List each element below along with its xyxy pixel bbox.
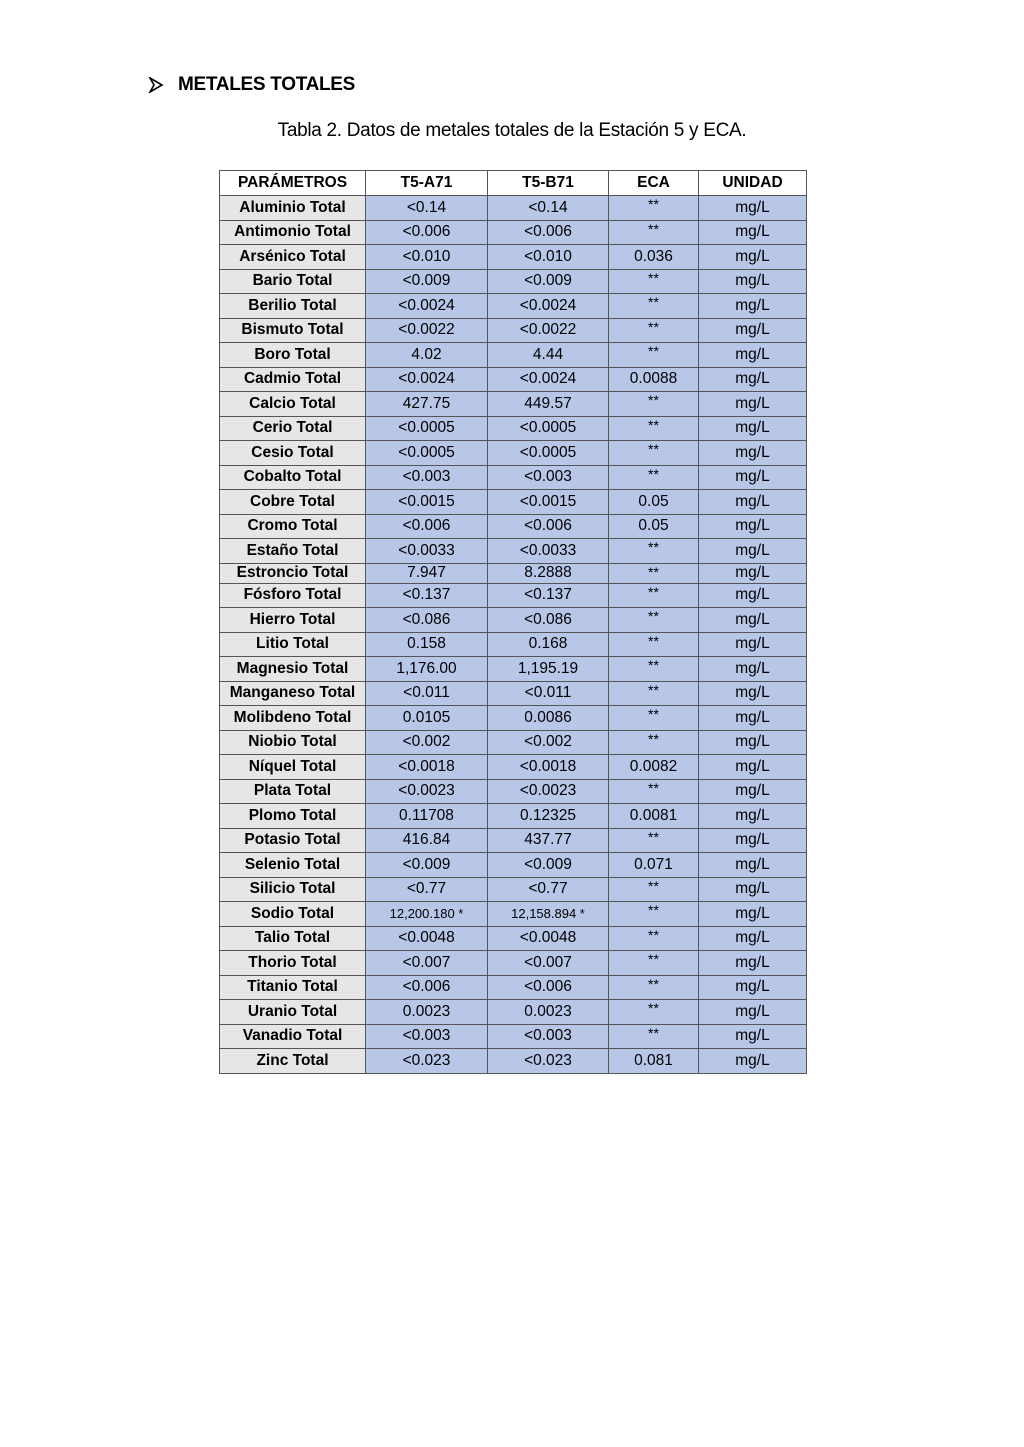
table-row — [220, 294, 807, 319]
arrowhead-bullet-icon — [148, 77, 164, 93]
cell-t5-b71: <0.009 — [488, 269, 609, 294]
cell-t5-a71: 0.0023 — [366, 1000, 488, 1025]
cell-parametro: Plomo Total — [220, 804, 366, 829]
cell-eca: ** — [609, 632, 699, 657]
cell-unidad: mg/L — [699, 392, 807, 417]
cell-eca: ** — [609, 902, 699, 927]
table-row — [220, 269, 807, 294]
cell-parametro: Potasio Total — [220, 828, 366, 853]
cell-unidad: mg/L — [699, 804, 807, 829]
cell-t5-a71: <0.009 — [366, 269, 488, 294]
cell-parametro: Plata Total — [220, 779, 366, 804]
cell-parametro: Níquel Total — [220, 755, 366, 780]
table-row — [220, 245, 807, 270]
table-row — [220, 853, 807, 878]
cell-unidad: mg/L — [699, 681, 807, 706]
cell-unidad: mg/L — [699, 608, 807, 633]
cell-unidad: mg/L — [699, 583, 807, 608]
cell-unidad: mg/L — [699, 294, 807, 319]
table-row — [220, 490, 807, 515]
cell-eca: ** — [609, 441, 699, 466]
cell-t5-b71: <0.0024 — [488, 294, 609, 319]
cell-t5-b71: <0.006 — [488, 514, 609, 539]
cell-unidad: mg/L — [699, 632, 807, 657]
cell-unidad: mg/L — [699, 779, 807, 804]
cell-parametro: Cadmio Total — [220, 367, 366, 392]
cell-unidad: mg/L — [699, 441, 807, 466]
cell-t5-a71: 427.75 — [366, 392, 488, 417]
cell-eca: ** — [609, 1000, 699, 1025]
section-title: METALES TOTALES — [178, 74, 356, 95]
table-row — [220, 441, 807, 466]
table-row — [220, 681, 807, 706]
cell-parametro: Cesio Total — [220, 441, 366, 466]
cell-t5-a71: 1,176.00 — [366, 657, 488, 682]
cell-t5-b71: <0.006 — [488, 975, 609, 1000]
cell-t5-a71: <0.023 — [366, 1049, 488, 1074]
header-eca: ECA — [609, 171, 699, 196]
cell-unidad: mg/L — [699, 563, 807, 583]
cell-eca: ** — [609, 563, 699, 583]
cell-parametro: Magnesio Total — [220, 657, 366, 682]
table-row — [220, 730, 807, 755]
cell-parametro: Berilio Total — [220, 294, 366, 319]
cell-t5-a71: <0.0005 — [366, 441, 488, 466]
table-row — [220, 220, 807, 245]
cell-t5-a71: <0.77 — [366, 877, 488, 902]
cell-eca: ** — [609, 681, 699, 706]
table-caption: Tabla 2. Datos de metales totales de la Estación 5 y ECA. — [277, 120, 747, 141]
cell-t5-a71: <0.137 — [366, 583, 488, 608]
cell-t5-b71: 0.0086 — [488, 706, 609, 731]
table-body — [220, 196, 807, 1074]
cell-unidad: mg/L — [699, 465, 807, 490]
cell-eca: ** — [609, 608, 699, 633]
table-row — [220, 416, 807, 441]
cell-t5-a71: 0.11708 — [366, 804, 488, 829]
cell-parametro: Boro Total — [220, 343, 366, 368]
table-row — [220, 367, 807, 392]
cell-t5-b71: <0.011 — [488, 681, 609, 706]
cell-t5-a71: <0.006 — [366, 220, 488, 245]
cell-unidad: mg/L — [699, 220, 807, 245]
cell-unidad: mg/L — [699, 514, 807, 539]
cell-parametro: Antimonio Total — [220, 220, 366, 245]
cell-t5-a71: <0.0048 — [366, 926, 488, 951]
table-row — [220, 632, 807, 657]
cell-eca: ** — [609, 975, 699, 1000]
cell-parametro: Molibdeno Total — [220, 706, 366, 731]
cell-t5-a71: 12,200.180 * — [366, 902, 488, 927]
cell-t5-b71: <0.137 — [488, 583, 609, 608]
cell-parametro: Cobre Total — [220, 490, 366, 515]
cell-t5-b71: <0.0018 — [488, 755, 609, 780]
cell-parametro: Bismuto Total — [220, 318, 366, 343]
cell-eca: ** — [609, 318, 699, 343]
cell-t5-a71: 416.84 — [366, 828, 488, 853]
cell-unidad: mg/L — [699, 1024, 807, 1049]
cell-parametro: Fósforo Total — [220, 583, 366, 608]
cell-eca: ** — [609, 877, 699, 902]
cell-eca: ** — [609, 465, 699, 490]
cell-t5-b71: <0.0005 — [488, 416, 609, 441]
cell-t5-b71: <0.0024 — [488, 367, 609, 392]
header-parametros: PARÁMETROS — [220, 171, 366, 196]
cell-t5-b71: <0.0015 — [488, 490, 609, 515]
table-row — [220, 755, 807, 780]
cell-parametro: Selenio Total — [220, 853, 366, 878]
cell-t5-a71: <0.010 — [366, 245, 488, 270]
cell-t5-a71: <0.0024 — [366, 367, 488, 392]
cell-parametro: Cobalto Total — [220, 465, 366, 490]
table-row — [220, 563, 807, 583]
cell-eca: 0.071 — [609, 853, 699, 878]
cell-parametro: Titanio Total — [220, 975, 366, 1000]
cell-t5-a71: <0.0005 — [366, 416, 488, 441]
cell-unidad: mg/L — [699, 902, 807, 927]
cell-unidad: mg/L — [699, 539, 807, 564]
table-row — [220, 975, 807, 1000]
cell-eca: ** — [609, 269, 699, 294]
cell-eca: ** — [609, 926, 699, 951]
table-row — [220, 828, 807, 853]
cell-parametro: Estroncio Total — [220, 563, 366, 583]
cell-unidad: mg/L — [699, 490, 807, 515]
table-row — [220, 926, 807, 951]
cell-t5-b71: <0.006 — [488, 220, 609, 245]
table-row — [220, 539, 807, 564]
cell-eca: 0.081 — [609, 1049, 699, 1074]
cell-parametro: Bario Total — [220, 269, 366, 294]
cell-t5-b71: <0.0033 — [488, 539, 609, 564]
cell-t5-a71: <0.003 — [366, 465, 488, 490]
cell-unidad: mg/L — [699, 730, 807, 755]
cell-t5-a71: <0.0023 — [366, 779, 488, 804]
cell-unidad: mg/L — [699, 318, 807, 343]
cell-t5-b71: <0.0005 — [488, 441, 609, 466]
cell-eca: ** — [609, 828, 699, 853]
cell-unidad: mg/L — [699, 367, 807, 392]
table-row — [220, 196, 807, 221]
cell-eca: 0.0081 — [609, 804, 699, 829]
cell-parametro: Litio Total — [220, 632, 366, 657]
cell-parametro: Hierro Total — [220, 608, 366, 633]
cell-t5-a71: 0.158 — [366, 632, 488, 657]
cell-t5-b71: 0.12325 — [488, 804, 609, 829]
cell-parametro: Vanadio Total — [220, 1024, 366, 1049]
cell-t5-a71: <0.0015 — [366, 490, 488, 515]
cell-t5-a71: <0.0018 — [366, 755, 488, 780]
cell-t5-a71: <0.0033 — [366, 539, 488, 564]
cell-t5-a71: <0.011 — [366, 681, 488, 706]
cell-t5-a71: <0.0024 — [366, 294, 488, 319]
cell-parametro: Silicio Total — [220, 877, 366, 902]
cell-unidad: mg/L — [699, 951, 807, 976]
cell-parametro: Talio Total — [220, 926, 366, 951]
header-t5-a71: T5-A71 — [366, 171, 488, 196]
table-row — [220, 318, 807, 343]
table-row — [220, 902, 807, 927]
table-row — [220, 951, 807, 976]
table-row — [220, 514, 807, 539]
cell-t5-b71: <0.0023 — [488, 779, 609, 804]
table-row — [220, 608, 807, 633]
cell-eca: ** — [609, 416, 699, 441]
cell-t5-b71: 0.168 — [488, 632, 609, 657]
cell-t5-a71: <0.006 — [366, 975, 488, 1000]
cell-eca: 0.05 — [609, 514, 699, 539]
header-t5-b71: T5-B71 — [488, 171, 609, 196]
cell-unidad: mg/L — [699, 877, 807, 902]
table-row — [220, 1000, 807, 1025]
cell-t5-b71: <0.0048 — [488, 926, 609, 951]
cell-unidad: mg/L — [699, 416, 807, 441]
cell-eca: ** — [609, 392, 699, 417]
cell-t5-b71: <0.023 — [488, 1049, 609, 1074]
section-heading — [148, 72, 355, 98]
cell-t5-b71: <0.007 — [488, 951, 609, 976]
cell-parametro: Thorio Total — [220, 951, 366, 976]
cell-t5-b71: 8.2888 — [488, 563, 609, 583]
cell-eca: ** — [609, 657, 699, 682]
cell-unidad: mg/L — [699, 245, 807, 270]
table-row — [220, 877, 807, 902]
cell-eca: ** — [609, 706, 699, 731]
cell-eca: ** — [609, 294, 699, 319]
table-row — [220, 779, 807, 804]
cell-parametro: Niobio Total — [220, 730, 366, 755]
cell-eca: ** — [609, 220, 699, 245]
cell-t5-b71: 1,195.19 — [488, 657, 609, 682]
cell-parametro: Arsénico Total — [220, 245, 366, 270]
cell-eca: 0.0082 — [609, 755, 699, 780]
cell-unidad: mg/L — [699, 755, 807, 780]
cell-t5-a71: <0.006 — [366, 514, 488, 539]
table-row — [220, 1024, 807, 1049]
cell-t5-b71: 12,158.894 * — [488, 902, 609, 927]
cell-t5-b71: <0.003 — [488, 465, 609, 490]
cell-parametro: Cerio Total — [220, 416, 366, 441]
cell-parametro: Manganeso Total — [220, 681, 366, 706]
cell-t5-b71: 437.77 — [488, 828, 609, 853]
cell-unidad: mg/L — [699, 926, 807, 951]
cell-t5-a71: <0.14 — [366, 196, 488, 221]
cell-t5-a71: <0.007 — [366, 951, 488, 976]
cell-unidad: mg/L — [699, 1049, 807, 1074]
cell-eca: ** — [609, 539, 699, 564]
cell-t5-b71: <0.009 — [488, 853, 609, 878]
table-row — [220, 804, 807, 829]
cell-parametro: Zinc Total — [220, 1049, 366, 1074]
cell-t5-a71: <0.0022 — [366, 318, 488, 343]
cell-t5-b71: <0.14 — [488, 196, 609, 221]
cell-eca: 0.05 — [609, 490, 699, 515]
table-header-row — [220, 171, 807, 196]
cell-unidad: mg/L — [699, 706, 807, 731]
cell-parametro: Aluminio Total — [220, 196, 366, 221]
cell-eca: ** — [609, 343, 699, 368]
table-row — [220, 1049, 807, 1074]
cell-t5-b71: <0.002 — [488, 730, 609, 755]
cell-eca: ** — [609, 730, 699, 755]
cell-t5-a71: 4.02 — [366, 343, 488, 368]
cell-eca: 0.036 — [609, 245, 699, 270]
cell-t5-b71: 449.57 — [488, 392, 609, 417]
cell-parametro: Uranio Total — [220, 1000, 366, 1025]
table-row — [220, 343, 807, 368]
cell-parametro: Sodio Total — [220, 902, 366, 927]
cell-t5-b71: <0.0022 — [488, 318, 609, 343]
cell-t5-a71: 0.0105 — [366, 706, 488, 731]
table-row — [220, 465, 807, 490]
cell-unidad: mg/L — [699, 269, 807, 294]
metals-table — [219, 170, 807, 1074]
table-row — [220, 706, 807, 731]
cell-unidad: mg/L — [699, 657, 807, 682]
cell-eca: ** — [609, 196, 699, 221]
cell-parametro: Cromo Total — [220, 514, 366, 539]
cell-parametro: Calcio Total — [220, 392, 366, 417]
cell-unidad: mg/L — [699, 196, 807, 221]
cell-t5-b71: 4.44 — [488, 343, 609, 368]
cell-unidad: mg/L — [699, 1000, 807, 1025]
cell-t5-a71: <0.002 — [366, 730, 488, 755]
cell-t5-b71: <0.010 — [488, 245, 609, 270]
cell-t5-b71: <0.003 — [488, 1024, 609, 1049]
cell-unidad: mg/L — [699, 975, 807, 1000]
cell-unidad: mg/L — [699, 343, 807, 368]
cell-parametro: Estaño Total — [220, 539, 366, 564]
cell-t5-b71: 0.0023 — [488, 1000, 609, 1025]
header-unidad: UNIDAD — [699, 171, 807, 196]
cell-t5-b71: <0.086 — [488, 608, 609, 633]
table-row — [220, 392, 807, 417]
cell-t5-a71: <0.009 — [366, 853, 488, 878]
cell-unidad: mg/L — [699, 828, 807, 853]
table-row — [220, 657, 807, 682]
cell-eca: ** — [609, 951, 699, 976]
cell-unidad: mg/L — [699, 853, 807, 878]
cell-eca: 0.0088 — [609, 367, 699, 392]
cell-eca: ** — [609, 583, 699, 608]
cell-t5-a71: <0.003 — [366, 1024, 488, 1049]
cell-t5-b71: <0.77 — [488, 877, 609, 902]
cell-eca: ** — [609, 779, 699, 804]
table-row — [220, 583, 807, 608]
cell-eca: ** — [609, 1024, 699, 1049]
cell-t5-a71: <0.086 — [366, 608, 488, 633]
cell-t5-a71: 7.947 — [366, 563, 488, 583]
